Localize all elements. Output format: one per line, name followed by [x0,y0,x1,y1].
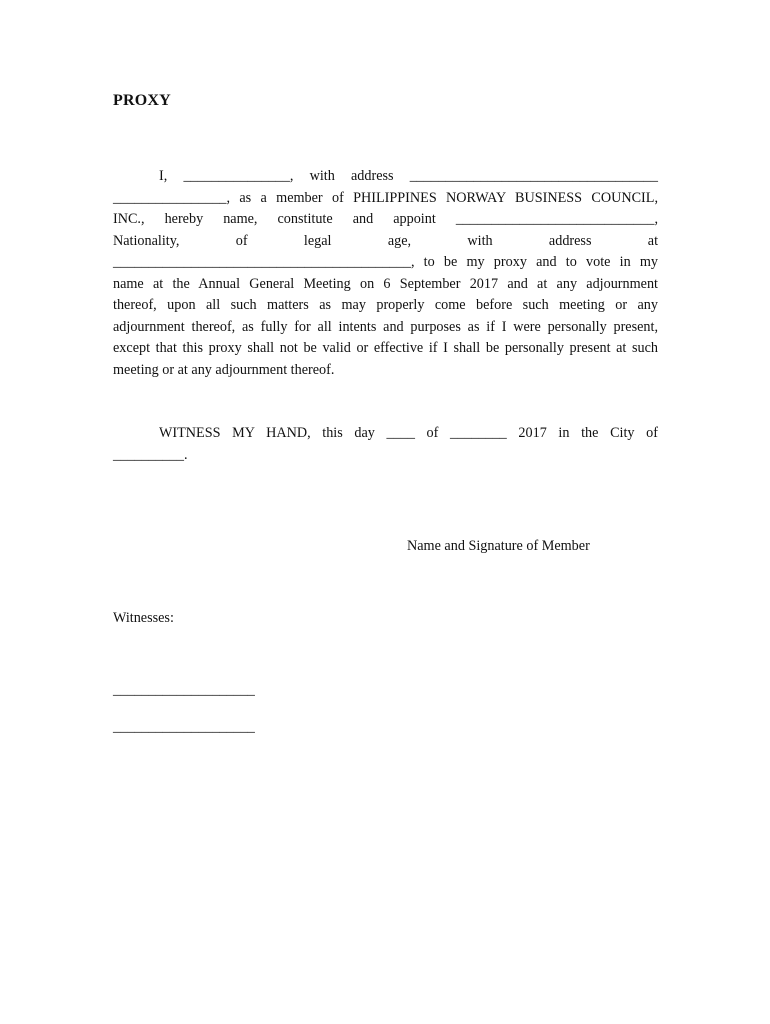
paragraph-line: WITNESS MY HAND, this day ____ of ________ 2017 in the City of [159,425,658,441]
witness-hand-paragraph [113,423,658,466]
paragraph-line: adjournment thereof, as fully for all intents and purposes as if I were personally present, [113,318,658,335]
paragraph-line: ________________, as a member of PHILIPPINES NORWAY BUSINESS COUNCIL, [113,189,658,206]
word: legal [303,232,332,249]
word: Nationality, [113,232,180,249]
member-signature-caption: Name and Signature of Member [407,538,590,554]
paragraph-line: except that this proxy shall not be valid or effective if I shall be personally present at such [113,340,658,356]
paragraph-line: __________. [113,446,188,463]
paragraph-line: I, _______________, with address ___________________________________ [159,168,658,184]
witness-signature-line: ____________________ [113,682,255,698]
document-title: PROXY [113,92,171,109]
word: age, [387,232,412,249]
word: of [235,232,248,249]
paragraph-line-nationality [113,231,658,253]
paragraph-line: name at the Annual General Meeting on 6 September 2017 and at any adjournment [113,275,658,292]
witness-signature-line: ____________________ [113,719,255,735]
word: address [548,232,592,249]
paragraph-line: meeting or at any adjournment thereof. [113,361,335,378]
paragraph-line: INC., hereby name, constitute and appoint ____________________________, [113,211,658,227]
word: at [647,232,659,249]
proxy-appointment-paragraph [113,166,658,381]
paragraph-line: __________________________________________, to be my proxy and to vote in my [113,254,658,270]
paragraph-line: thereof, upon all such matters as may properly come before such meeting or any [113,297,658,313]
word: with [467,232,493,249]
witnesses-label: Witnesses: [113,610,174,626]
